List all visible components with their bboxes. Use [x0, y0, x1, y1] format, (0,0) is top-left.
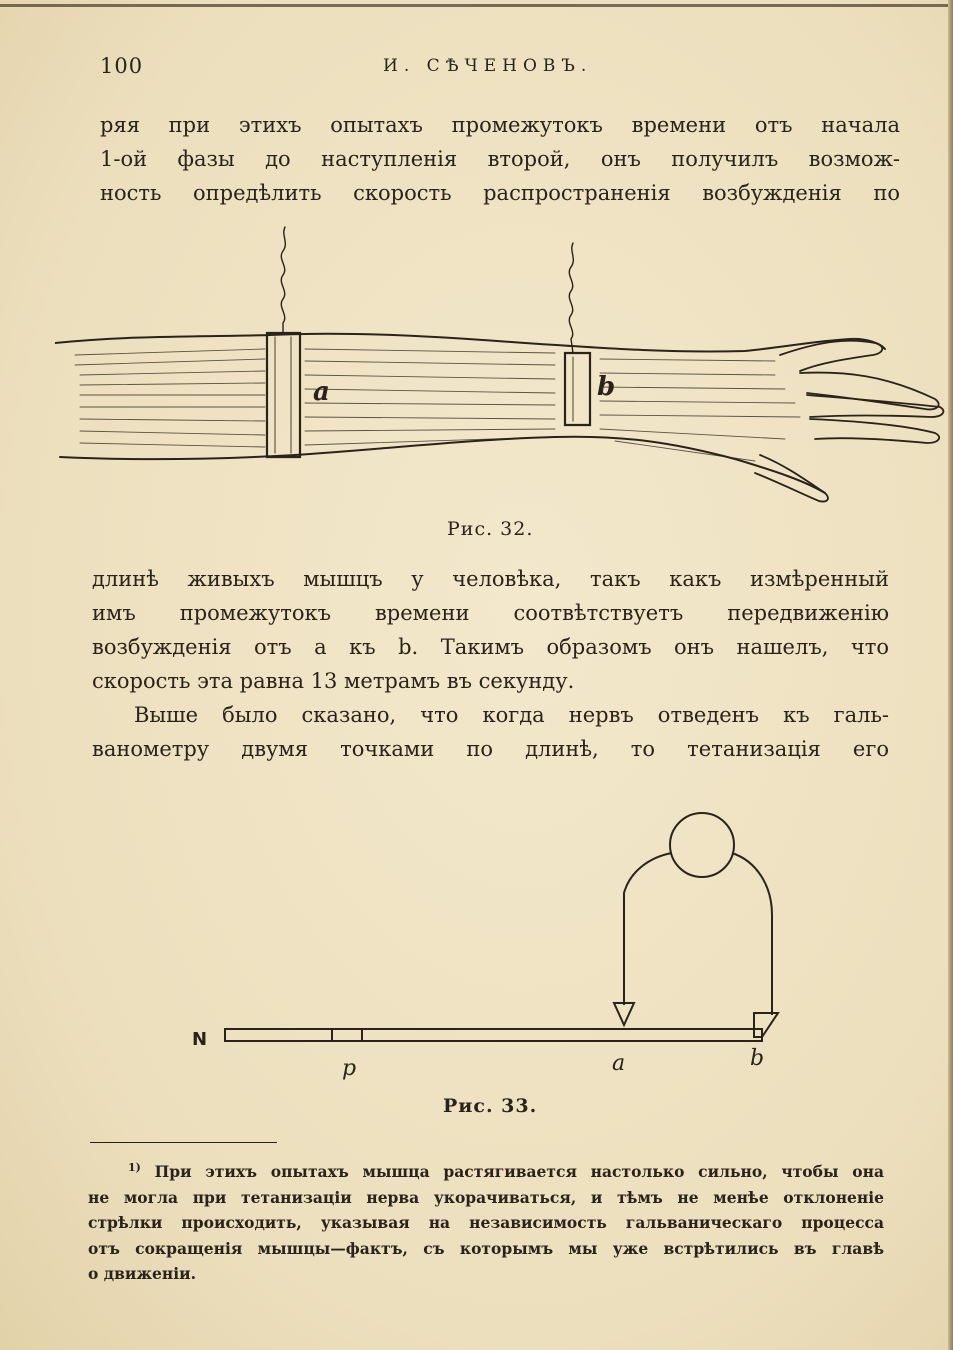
figure-33-label-b: b	[750, 1046, 765, 1071]
running-head: И. СѢЧЕНОВЪ.	[383, 56, 593, 76]
text-line: длинѣ живыхъ мышцъ у человѣка, такъ какъ измѣренный	[92, 567, 889, 591]
footnote-line: стрѣлки происходить, указывая на независимость гальваническаго процесса	[88, 1213, 884, 1233]
footnote-line-text: При этихъ опытахъ мышца растягивается настолько сильно, чтобы она	[154, 1162, 884, 1182]
figure-33-label-a: a	[612, 1051, 626, 1076]
footnote-line: отъ сокращенія мышцы—фактъ, съ которымъ мы уже встрѣтились въ главѣ	[88, 1238, 884, 1258]
text-line: возбужденія отъ а къ b. Такимъ образомъ онъ нашелъ, что	[92, 635, 889, 659]
footnote-line	[88, 1155, 884, 1185]
page-right-edge	[948, 0, 953, 1350]
figure-32-arm-illustration	[55, 225, 950, 515]
text-line: 1-ой фазы до наступленія второй, онъ получилъ возмож-	[100, 147, 900, 171]
figure-33-label-p: p	[342, 1056, 357, 1081]
paragraph-3	[92, 698, 889, 766]
footnote	[88, 1155, 884, 1287]
figure-33-label-n: N	[192, 1029, 208, 1050]
page-header	[100, 54, 900, 88]
figure-33-caption: Рис. 33.	[443, 1095, 538, 1117]
text-line: скорость эта равна 13 метрамъ въ секунду.	[92, 669, 575, 693]
text-line: имъ промежутокъ времени соотвѣтствуетъ передвиженію	[92, 601, 889, 625]
text-line: Выше было сказано, что когда нервъ отведенъ къ галь-	[134, 703, 889, 727]
paragraph-1	[100, 108, 900, 210]
text-line: ность опредѣлить скорость распространенія возбужденія по	[100, 181, 900, 205]
figure-32-label-a: a	[313, 377, 330, 407]
text-line: ванометру двумя точками по длинѣ, то тетанизація его	[92, 737, 889, 761]
footnote-rule	[90, 1142, 277, 1143]
figure-32-label-b: b	[597, 372, 616, 402]
paragraph-2	[92, 562, 889, 698]
figure-33-nerve-galvanometer-diagram	[180, 805, 800, 1085]
figure-32-caption: Рис. 32.	[447, 518, 534, 540]
page-top-edge	[0, 4, 953, 7]
page-number: 100	[100, 54, 144, 78]
text-line: ряя при этихъ опытахъ промежутокъ времени отъ начала	[100, 113, 900, 137]
footnote-marker: 1)	[128, 1161, 141, 1174]
footnote-line: о движеніи.	[88, 1264, 196, 1284]
footnote-line: не могла при тетанизаціи нерва укорачиваться, и тѣмъ не менѣе отклоненіе	[88, 1187, 884, 1207]
